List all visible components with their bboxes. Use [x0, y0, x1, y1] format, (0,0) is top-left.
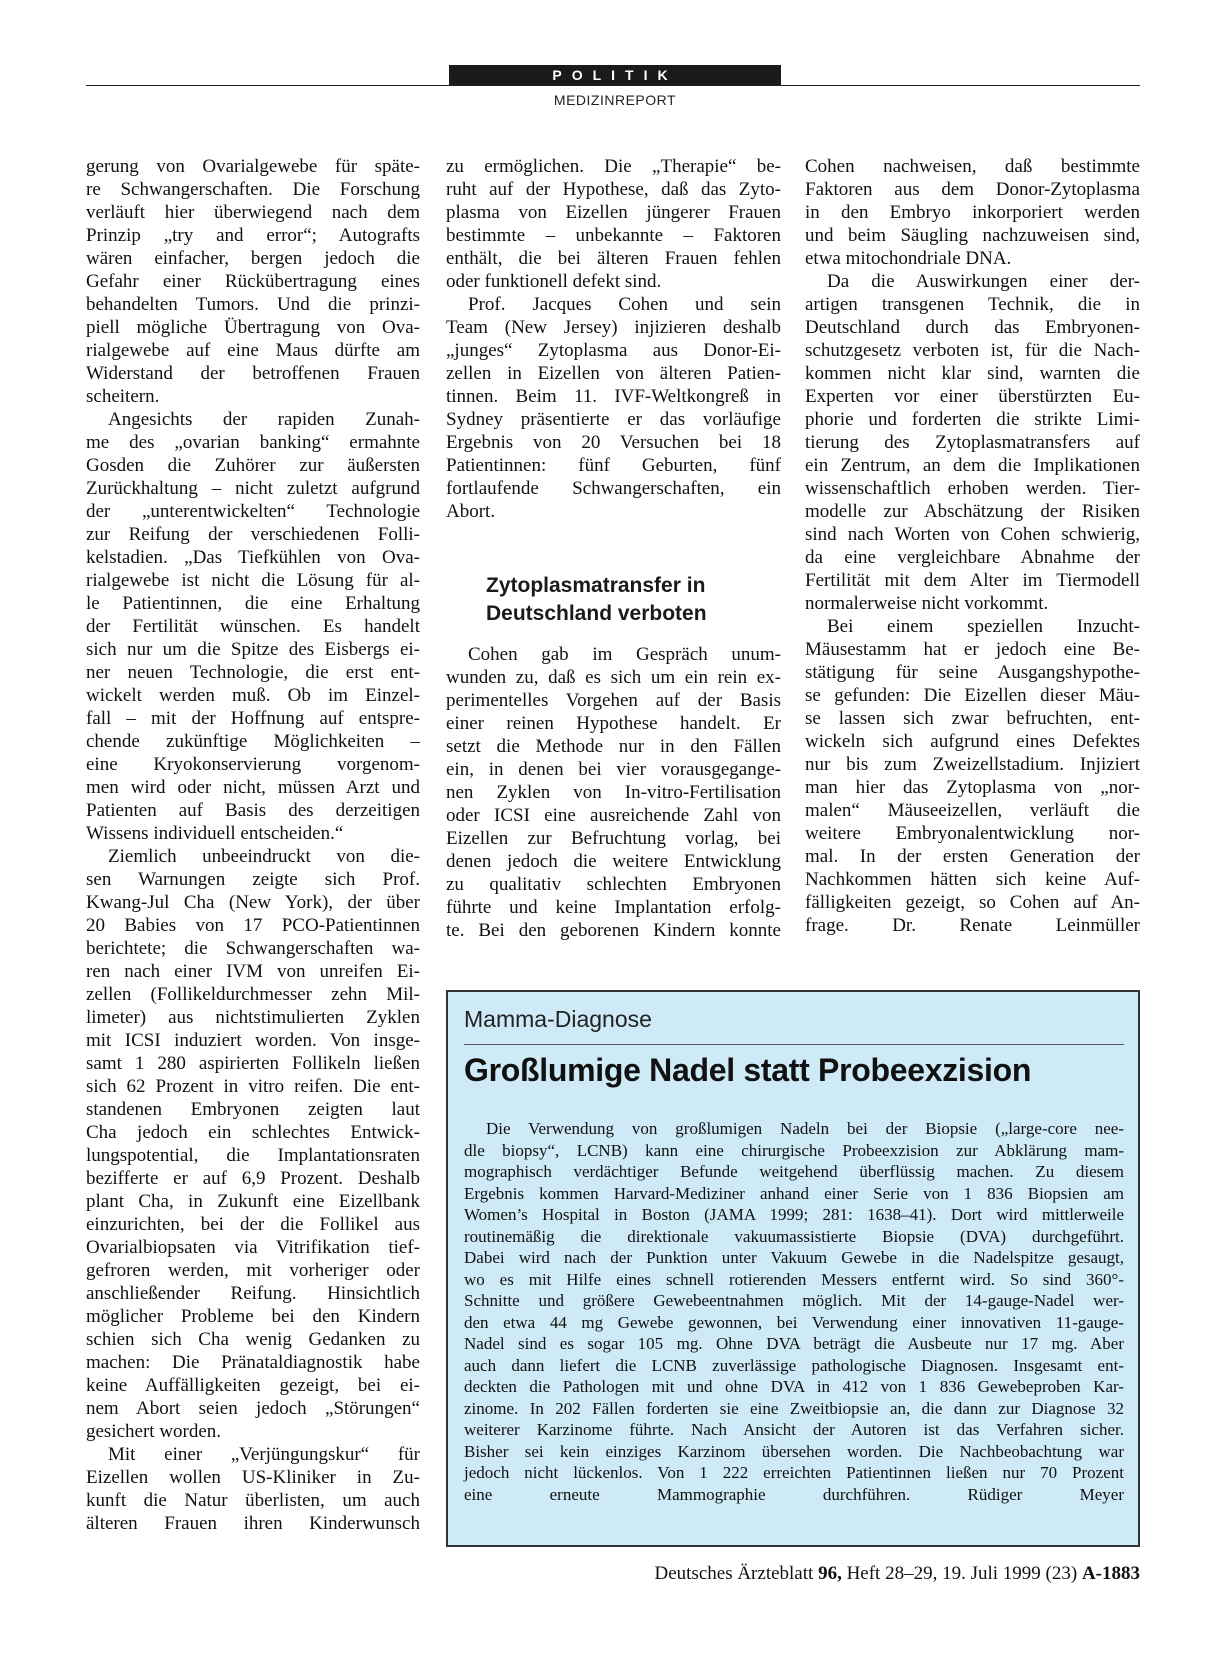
text-line: nem Abort seien jedoch „Störungen“ [86, 1398, 420, 1419]
text-line: Dabei wird nach der Punktion unter Vakuum Gewebe in die Nadelspitze gesaugt, [464, 1248, 1124, 1267]
text-line: plasma von Eizellen jüngerer Frauen [446, 202, 781, 223]
text-line: Prinzip „try and error“; Autografts [86, 225, 420, 246]
text-line: zur Reifung der verschiedenen Folli- [86, 524, 420, 545]
text-line: fälligkeiten gezeigt, so Cohen auf An- [805, 892, 1140, 913]
text-line: weitere Embryonalentwicklung nor- [805, 823, 1140, 844]
text-line: modelle zur Abschätzung der Risiken [805, 501, 1140, 522]
text-line: sen Warnungen zeigte sich Prof. [86, 869, 420, 890]
footer-issue: Heft 28–29, 19. Juli 1999 (23) [846, 1563, 1078, 1584]
text-line: verläuft hier überwiegend nach dem [86, 202, 420, 223]
text-line: oder ICSI eine ausreichende Zahl von [446, 805, 781, 826]
text-line: auch dann liefert die LCNB zuverlässige pathologische Diagnosen. Insgesamt ent- [464, 1355, 1124, 1375]
text-line: Mit einer „Verjüngungskur“ für [108, 1444, 420, 1465]
text-line: eine erneute Mammographie durchführen. Rüdiger Meyer [464, 1484, 1124, 1504]
text-line: Sydney präsentierte er das vorläufige [446, 409, 781, 430]
text-line: se gefunden: Die Eizellen dieser Mäu- [805, 685, 1140, 706]
text-line: führte und keine Implantation erfolg- [446, 897, 781, 918]
box-title: Großlumige Nadel statt Probeexzision [464, 1052, 1032, 1088]
text-line: schien sich Cha wenig Gedanken zu [86, 1329, 420, 1350]
text-line: te. Bei den geborenen Kindern konnte [446, 920, 781, 941]
text-line: fall – mit der Hoffnung auf entspre- [86, 708, 420, 729]
text-line: Bei einem speziellen Inzucht- [827, 616, 1140, 637]
text-line: zellen (Follikeldurchmesser zehn Mil- [86, 984, 420, 1005]
text-line: in den Embryo inkorporiert werden [805, 202, 1140, 223]
text-line: oder funktionell defekt sind. [446, 271, 662, 292]
text-line: stätigung für seine Ausgangshypothe- [805, 662, 1140, 683]
text-line: und beim Säugling nachzuweisen sind, [805, 225, 1140, 246]
text-line: normalerweise nicht vorkommt. [805, 593, 1049, 614]
text-line: tinnen. Beim 11. IVF-Weltkongreß in [446, 386, 781, 407]
text-line: behandelten Tumors. Und die prinzi- [86, 294, 420, 315]
text-line: deckten die Pathologen mit und ohne DVA in 412 von 1 836 Gewebeproben Kar- [464, 1377, 1124, 1396]
text-line: limeter) aus nichtstimulierten Zyklen [86, 1007, 420, 1028]
text-line: nur bis zum Zweizellstadium. Injiziert [805, 754, 1140, 775]
text-line: sich nur um die Spitze des Eisbergs ei- [86, 639, 420, 660]
text-line: Widerstand der betroffenen Frauen [86, 363, 420, 384]
text-line: standenen Embryonen zeigten laut [86, 1099, 420, 1120]
text-line: chende zukünftige Möglichkeiten – [86, 731, 420, 752]
box-rule [464, 1044, 1124, 1045]
text-line: phorie und forderten die strikte Limi- [805, 409, 1140, 430]
text-line: scheitern. [86, 386, 160, 407]
text-line: Faktoren aus dem Donor-Zytoplasma [805, 179, 1140, 200]
subsection-label: MEDIZINREPORT [553, 92, 677, 108]
text-line: Schnitte und größere Gewebeentnahmen möglich. Mit der 14-gauge-Nadel wer- [464, 1291, 1124, 1310]
text-line: 20 Babies von 17 PCO-Patientinnen [86, 915, 420, 936]
text-line: Gefahr einer Rückübertragung eines [86, 271, 420, 292]
text-line: frage. Dr. Renate Leinmüller [805, 915, 1140, 936]
text-line: Cohen gab im Gespräch unum- [468, 644, 781, 665]
text-line: kommen nicht klar sind, warnten die [805, 363, 1140, 384]
text-line: Da die Auswirkungen einer der- [827, 271, 1140, 292]
text-line: denen jedoch die weitere Entwicklung [446, 851, 781, 872]
text-line: ruht auf der Hypothese, daß das Zyto- [446, 179, 781, 200]
text-line: den etwa 44 mg Gewebe gewonnen, bei Verwendung einer innovativen 11-gauge- [464, 1312, 1124, 1332]
text-line: ren nach einer IVM von unreifen Ei- [86, 961, 420, 982]
footer-journal: Deutsches Ärzteblatt [654, 1563, 814, 1584]
text-line: bezifferte er auf 6,9 Prozent. Deshalb [86, 1168, 420, 1189]
text-line: zellen in Eizellen von älteren Patien- [446, 363, 781, 384]
text-line: malen“ Mäuseeizellen, verläuft die [805, 800, 1140, 821]
text-line: bestimmte – unbekannte – Faktoren [446, 225, 781, 246]
sidebar-box-mamma-diagnose [446, 990, 1140, 1547]
text-line: plant Cha, in Zukunft eine Eizellbank [86, 1191, 420, 1212]
text-line: wickeln sich aufgrund eines Defektes [805, 731, 1140, 752]
text-line: wären einfacher, bergen jedoch die [86, 248, 420, 269]
article-column-2-continued [446, 643, 781, 942]
text-line: jedoch nicht lückenlos. Von 1 222 erreichten Patientinnen ließen nur 70 Prozent [464, 1463, 1124, 1482]
text-line: se lassen sich zwar befruchten, ent- [805, 708, 1140, 729]
text-line: anschließender Reifung. Hinsichtlich [86, 1283, 420, 1304]
text-line: Zurückhaltung – nicht zuletzt aufgrund [86, 478, 420, 499]
text-line: mit ICSI induziert worden. Von insge- [86, 1030, 420, 1051]
text-line: wickelt werden muß. Ob im Einzel- [86, 685, 420, 706]
text-line: Kwang-Jul Cha (New York), der über [86, 892, 420, 913]
text-line: „junges“ Zytoplasma aus Donor-Ei- [446, 340, 781, 361]
text-line: älteren Frauen ihren Kinderwunsch [86, 1513, 420, 1534]
text-line: Eizellen zur Befruchtung vorlag, bei [446, 828, 781, 849]
text-line: mographisch verdächtiger Befunde weitgehend überflüssig machen. Zu diesem [464, 1162, 1124, 1181]
text-line: einer reinen Hypothese handelt. Er [446, 713, 781, 734]
header-rule [86, 85, 1140, 86]
text-line: da eine vergleichbare Abnahme der [805, 547, 1140, 568]
text-line: artigen transgenen Technik, die in [805, 294, 1140, 315]
text-line: ein, in denen bei vier vorausgegange- [446, 759, 781, 780]
box-body [464, 1118, 1124, 1505]
text-line: wunden zu, daß es sich um ein rein ex- [446, 667, 781, 688]
text-line: Ergebnis von 20 Versuchen bei 18 [446, 432, 781, 453]
subheading-line-1: Zytoplasmatransfer in [486, 574, 706, 597]
text-line: Eizellen wollen US-Kliniker in Zu- [86, 1467, 420, 1488]
text-line: Nadel sind es sogar 105 mg. Ohne DVA beträgt die Ausbeute nur 17 mg. Aber [464, 1334, 1124, 1353]
text-line: Angesichts der rapiden Zunah- [108, 409, 420, 430]
footer-volume: 96, [818, 1563, 842, 1584]
text-line: fortlaufende Schwangerschaften, ein [446, 478, 781, 499]
text-line: Team (New Jersey) injizieren deshalb [446, 317, 781, 338]
text-line: Mäusestamm hat er jedoch eine Be- [805, 639, 1140, 660]
text-line: gesichert worden. [86, 1421, 222, 1442]
text-line: rialgewebe auf eine Maus dürfte am [86, 340, 420, 361]
text-line: Die Verwendung von großlumigen Nadeln bei der Biopsie („large-core nee- [486, 1119, 1124, 1138]
text-line: berichtete; die Schwangerschaften wa- [86, 938, 420, 959]
text-line: etwa mitochondriale DNA. [805, 248, 1012, 269]
text-line: sich 62 Prozent in vitro reifen. Die ent- [86, 1076, 420, 1097]
text-line: rialgewebe ist nicht die Lösung für al- [86, 570, 420, 591]
text-line: Bisher sei kein einziges Karzinom übersehen worden. Die Nachbeobachtung war [464, 1441, 1124, 1461]
text-line: einzurichten, bei der die Follikel aus [86, 1214, 420, 1235]
text-line: Ergebnis kommen Harvard-Mediziner anhand einer Serie von 1 836 Biopsien am [464, 1183, 1124, 1203]
text-line: wissenschaftlich erhoben werden. Tier- [805, 478, 1140, 499]
text-line: tierung des Zytoplasmatransfers auf [805, 432, 1140, 453]
text-line: zu qualitativ schlechten Embryonen [446, 874, 781, 895]
text-line: men wird oder nicht, müssen Arzt und [86, 777, 420, 798]
text-line: Wissens individuell entscheiden.“ [86, 823, 344, 844]
text-line: wo es mit Hilfe eines schnell rotierenden Messers entfernt wird. So sind 360°- [464, 1269, 1124, 1289]
text-line: nen Zyklen von In-vitro-Fertilisation [446, 782, 781, 803]
box-kicker: Mamma-Diagnose [464, 1006, 652, 1032]
text-line: schutzgesetz verboten ist, für die Nach- [805, 340, 1140, 361]
text-line: Cha jedoch ein schlechtes Entwick- [86, 1122, 420, 1143]
text-line: enthält, die bei älteren Frauen fehlen [446, 248, 781, 269]
subheading [486, 572, 786, 628]
text-line: lungspotential, die Implantationsraten [86, 1145, 420, 1166]
text-line: Fertilität mit dem Alter im Tiermodell [805, 570, 1140, 591]
text-line: Women’s Hospital in Boston (JAMA 1999; 281: 1638–41). Dort wird mittlerweile [464, 1205, 1124, 1224]
text-line: Abort. [446, 501, 496, 522]
text-line: ner neuen Technologie, die erst ent- [86, 662, 420, 683]
text-line: keine Auffälligkeiten gezeigt, bei ei- [86, 1375, 420, 1396]
article-column-1 [86, 155, 420, 1535]
text-line: routinemäßig die direktionale vakuumassistierte Biopsie (DVA) durchgeführt. [464, 1226, 1124, 1246]
page-footer [655, 1563, 1141, 1585]
text-line: möglicher Probleme bei den Kindern [86, 1306, 420, 1327]
text-line: dle biopsy“, LCNB) kann eine chirurgische Probeexzision zur Abklärung mam- [464, 1140, 1124, 1160]
text-line: der „unterentwickelten“ Technologie [86, 501, 420, 522]
text-line: le Patientinnen, die eine Erhaltung [86, 593, 420, 614]
text-line: kunft die Natur überlisten, um auch [86, 1490, 420, 1511]
text-line: Nachkommen hätten sich keine Auf- [805, 869, 1140, 890]
text-line: kelstadien. „Das Tiefkühlen von Ova- [86, 547, 420, 568]
text-line: zu ermöglichen. Die „Therapie“ be- [446, 156, 781, 177]
article-column-2 [446, 155, 781, 523]
text-line: Experten vor einer überstürzten Eu- [805, 386, 1140, 407]
text-line: machen: Die Pränataldiagnostik habe [86, 1352, 420, 1373]
text-line: me des „ovarian banking“ ermahnte [86, 432, 420, 453]
text-line: mal. In der ersten Generation der [805, 846, 1140, 867]
text-line: gerung von Ovarialgewebe für späte- [86, 156, 420, 177]
text-line: Patienten auf Basis des derzeitigen [86, 800, 420, 821]
text-line: eine Kryokonservierung vorgenom- [86, 754, 420, 775]
text-line: setzt die Methode nur in den Fällen [446, 736, 781, 757]
text-line: Prof. Jacques Cohen und sein [468, 294, 781, 315]
text-line: perimentelles Vorgehen auf der Basis [446, 690, 781, 711]
text-line: sind nach Worten von Cohen schwierig, [805, 524, 1140, 545]
text-line: gefroren werden, mit vorheriger oder [86, 1260, 420, 1281]
text-line: zinome. In 202 Fällen forderten sie eine Zweitbiopsie an, die dann zur Diagnose 32 [464, 1398, 1124, 1418]
text-line: Ovarialbiopsaten via Vitrifikation tief- [86, 1237, 420, 1258]
text-line: Cohen nachweisen, daß bestimmte [805, 156, 1140, 177]
text-line: Ziemlich unbeeindruckt von die- [108, 846, 420, 867]
article-column-3 [805, 155, 1140, 937]
text-line: Gosden die Zuhörer zur äußersten [86, 455, 420, 476]
section-label: POLITIK [449, 65, 781, 85]
text-line: ein Zentrum, an dem die Implikationen [805, 455, 1140, 476]
text-line: Deutschland durch das Embryonen- [805, 317, 1140, 338]
text-line: piell mögliche Übertragung von Ova- [86, 317, 420, 338]
text-line: Patientinnen: fünf Geburten, fünf [446, 455, 781, 476]
footer-page-number: A-1883 [1081, 1563, 1140, 1584]
subheading-line-2: Deutschland verboten [486, 602, 707, 625]
text-line: weiterer Karzinome führte. Nach Ansicht der Autoren ist das Verfahren sicher. [464, 1420, 1124, 1439]
text-line: re Schwangerschaften. Die Forschung [86, 179, 420, 200]
text-line: samt 1 280 aspirierten Follikeln ließen [86, 1053, 420, 1074]
text-line: man hier das Zytoplasma von „nor- [805, 777, 1140, 798]
text-line: der Fertilität wünschen. Es handelt [86, 616, 420, 637]
